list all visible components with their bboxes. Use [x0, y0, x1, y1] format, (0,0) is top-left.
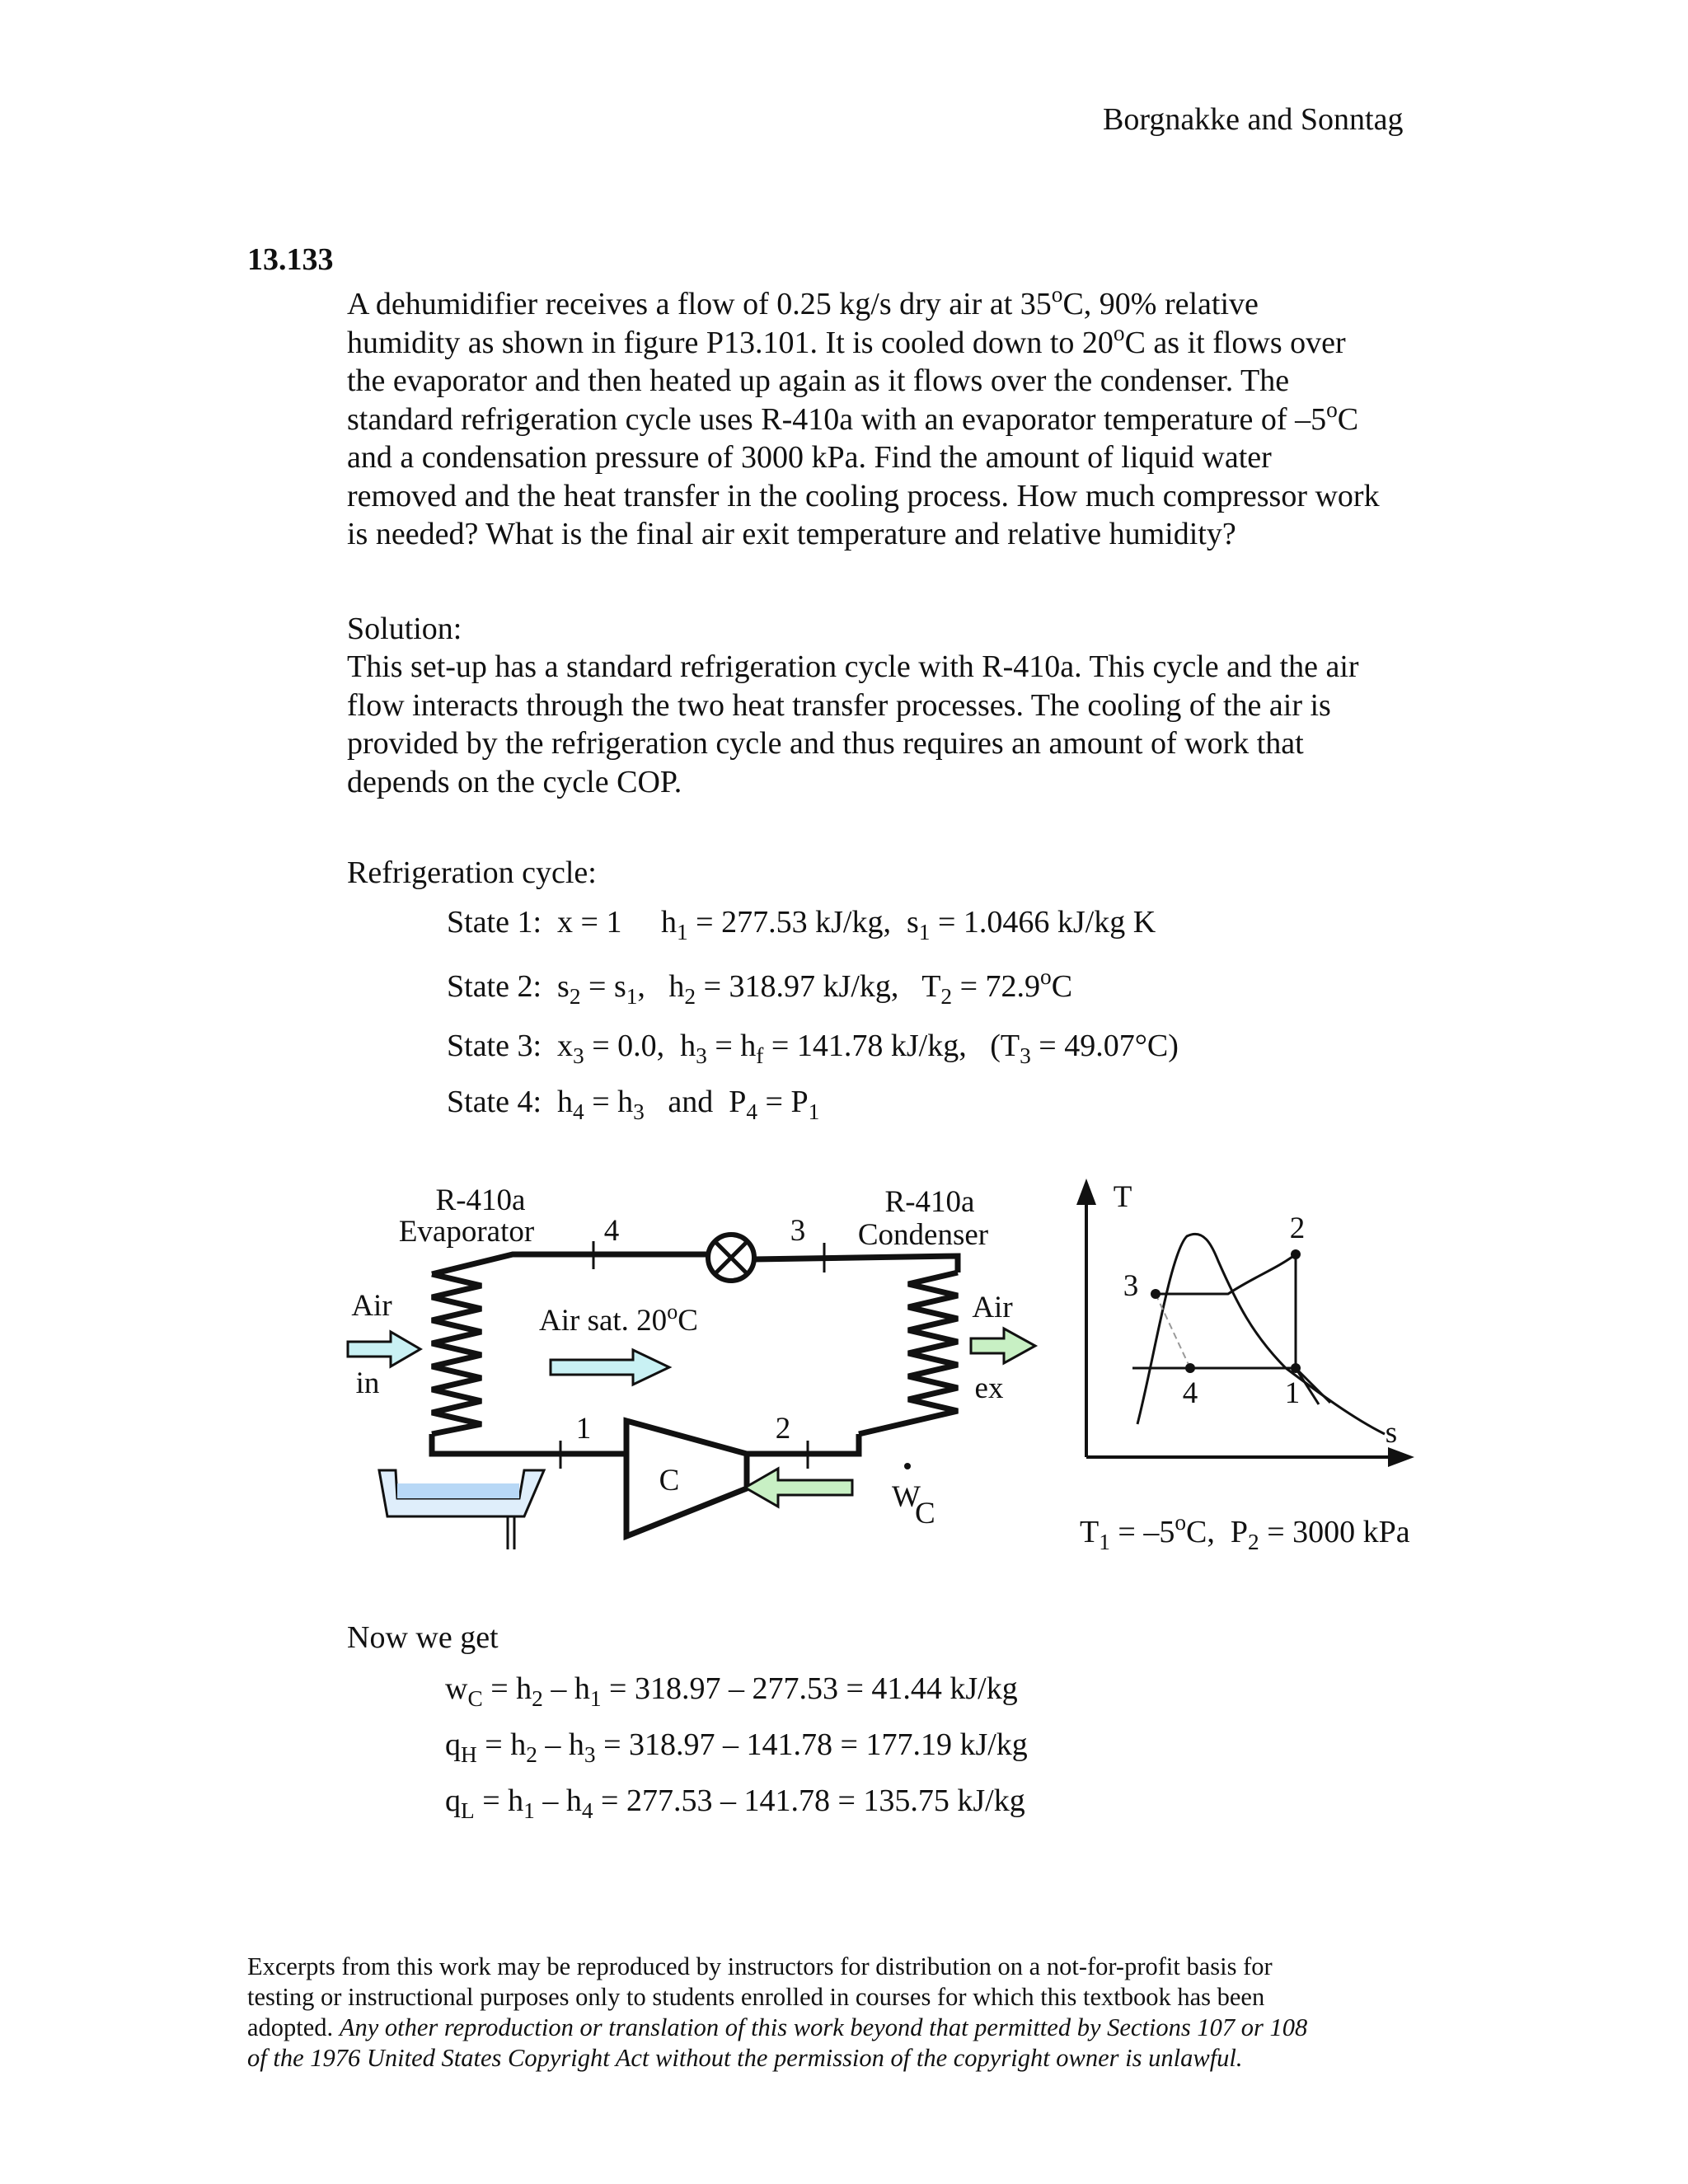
solution-heading: Solution:	[347, 612, 462, 646]
footer-line	[247, 2043, 1307, 2074]
footer-italic-text: Any other reproduction or translation of this work beyond that permitted by Sections 107 or 108	[339, 2013, 1308, 2041]
copyright-footer	[247, 1952, 1307, 2074]
state-2-line: State 2: $s_2 = s_1$, $h_2 = 318.97$ kJ/kg, $T_2 = 72.9^oC$	[447, 963, 1073, 1009]
refrigerant-loop	[432, 1254, 958, 1454]
ts-point-1-label: 1	[1284, 1376, 1301, 1410]
air-in-label: Air	[351, 1289, 392, 1323]
solution-line: flow interacts through the two heat transfer processes. The cooling of the air is	[347, 687, 1331, 723]
ts-point-4-label: 4	[1182, 1376, 1198, 1410]
compressor-icon	[626, 1421, 747, 1536]
footer-line: testing or instructional purposes only to students enrolled in courses for which this textbook has been	[247, 1983, 1265, 2011]
problem-line: A dehumidifier receives a flow of 0.25 kg/s dry air at 35$^o$C, 90% relative	[347, 281, 1259, 321]
ts-diagram	[1076, 1179, 1414, 1467]
solution-line: depends on the cycle COP.	[347, 764, 682, 799]
now-we-get-heading: Now we get	[347, 1620, 499, 1655]
condenser-label: Condenser	[857, 1218, 989, 1252]
work-arrow-icon	[745, 1469, 852, 1507]
air-sat-label: Air sat. 20$^o$C	[539, 1300, 698, 1338]
problem-line: standard refrigeration cycle uses R-410a with an evaporator temperature of –5$^o$C	[347, 396, 1359, 437]
result-wc-line: $w_C = h_2 - h_1 = 318.97 - 277.53 = 41.44$ kJ/kg	[445, 1671, 1018, 1711]
point-2-label: 2	[775, 1412, 791, 1446]
problem-number: 13.133	[247, 242, 334, 277]
air-in-sub-label: in	[355, 1366, 380, 1400]
footer-plain-text: adopted.	[247, 2013, 340, 2041]
compressor-label: C	[659, 1464, 680, 1497]
problem-line: the evaporator and then heated up again as it flows over the condenser. The	[347, 363, 1290, 398]
dehumidifier-figure	[0, 1154, 1688, 1582]
work-subscript: C	[915, 1497, 935, 1530]
ts-point-2-label: 2	[1289, 1212, 1306, 1245]
point-4-label: 4	[603, 1214, 620, 1248]
state-4-line: State 4: $h_4 = h_3$ and $P_4 = P_1$	[447, 1085, 820, 1124]
result-ql-line: $q_L = h_1 - h_4 = 277.53 - 141.78 = 135.75$ kJ/kg	[445, 1783, 1025, 1823]
point-3-label: 3	[790, 1214, 806, 1248]
solution-line: This set-up has a standard refrigeration cycle with R-410a. This cycle and the air	[347, 649, 1359, 684]
water-tray-icon	[379, 1470, 544, 1549]
evaporator-label-top: R-410a	[435, 1183, 526, 1217]
footer-line	[247, 2013, 1307, 2043]
problem-line: removed and the heat transfer in the cooling process. How much compressor work	[347, 478, 1380, 513]
expansion-valve-icon	[708, 1235, 754, 1281]
footer-line: Excerpts from this work may be reproduced by instructors for distribution on a not-for-profit basis for	[247, 1952, 1273, 1980]
evaporator-coil	[432, 1274, 481, 1434]
condenser-label-top: R-410a	[884, 1185, 975, 1219]
point-1-label: 1	[575, 1412, 592, 1446]
air-sat-arrow-icon	[551, 1350, 669, 1385]
refrigeration-cycle-heading: Refrigeration cycle:	[347, 855, 597, 890]
ts-axis-s-label: s	[1385, 1416, 1398, 1450]
footer-italic-text: of the 1976 United States Copyright Act without the permission of the copyright owner is unlawful.	[247, 2044, 1243, 2072]
result-qh-line: $q_H = h_2 - h_3 = 318.97 - 141.78 = 177.19$ kJ/kg	[445, 1727, 1028, 1767]
page-header-authors: Borgnakke and Sonntag	[1103, 102, 1404, 137]
work-symbol: W	[892, 1480, 921, 1514]
condenser-coil	[859, 1272, 958, 1434]
state-3-line: State 3: $x_3 = 0.0$, $h_3 = h_f = 141.78$ kJ/kg, $(T_3 = 49.07^\circ C)$	[447, 1029, 1179, 1068]
problem-line: is needed? What is the final air exit temperature and relative humidity?	[347, 517, 1236, 551]
ts-point-3-label: 3	[1123, 1269, 1139, 1303]
air-ex-arrow-icon	[971, 1329, 1035, 1363]
air-in-arrow-icon	[348, 1332, 420, 1366]
air-ex-label: Air	[972, 1291, 1013, 1324]
figure-caption: $T_1 = -5^oC$, $P_2 = 3000$ kPa	[1080, 1509, 1410, 1554]
problem-line: humidity as shown in figure P13.101. It is cooled down to 20$^o$C as it flows over	[347, 320, 1346, 360]
air-ex-sub-label: ex	[974, 1371, 1004, 1405]
ts-axis-T-label: T	[1113, 1180, 1132, 1214]
problem-line: and a condensation pressure of 3000 kPa. Find the amount of liquid water	[347, 440, 1272, 475]
state-1-line: State 1: x = 1 $h_1 = 277.53$ kJ/kg, $s_1 = 1.0466$ kJ/kg K	[447, 905, 1156, 944]
solution-line: provided by the refrigeration cycle and thus requires an amount of work that	[347, 726, 1304, 761]
solution-text	[347, 648, 1359, 801]
work-rate-dot	[904, 1463, 911, 1469]
problem-statement	[347, 281, 1380, 554]
evaporator-label: Evaporator	[398, 1215, 535, 1249]
